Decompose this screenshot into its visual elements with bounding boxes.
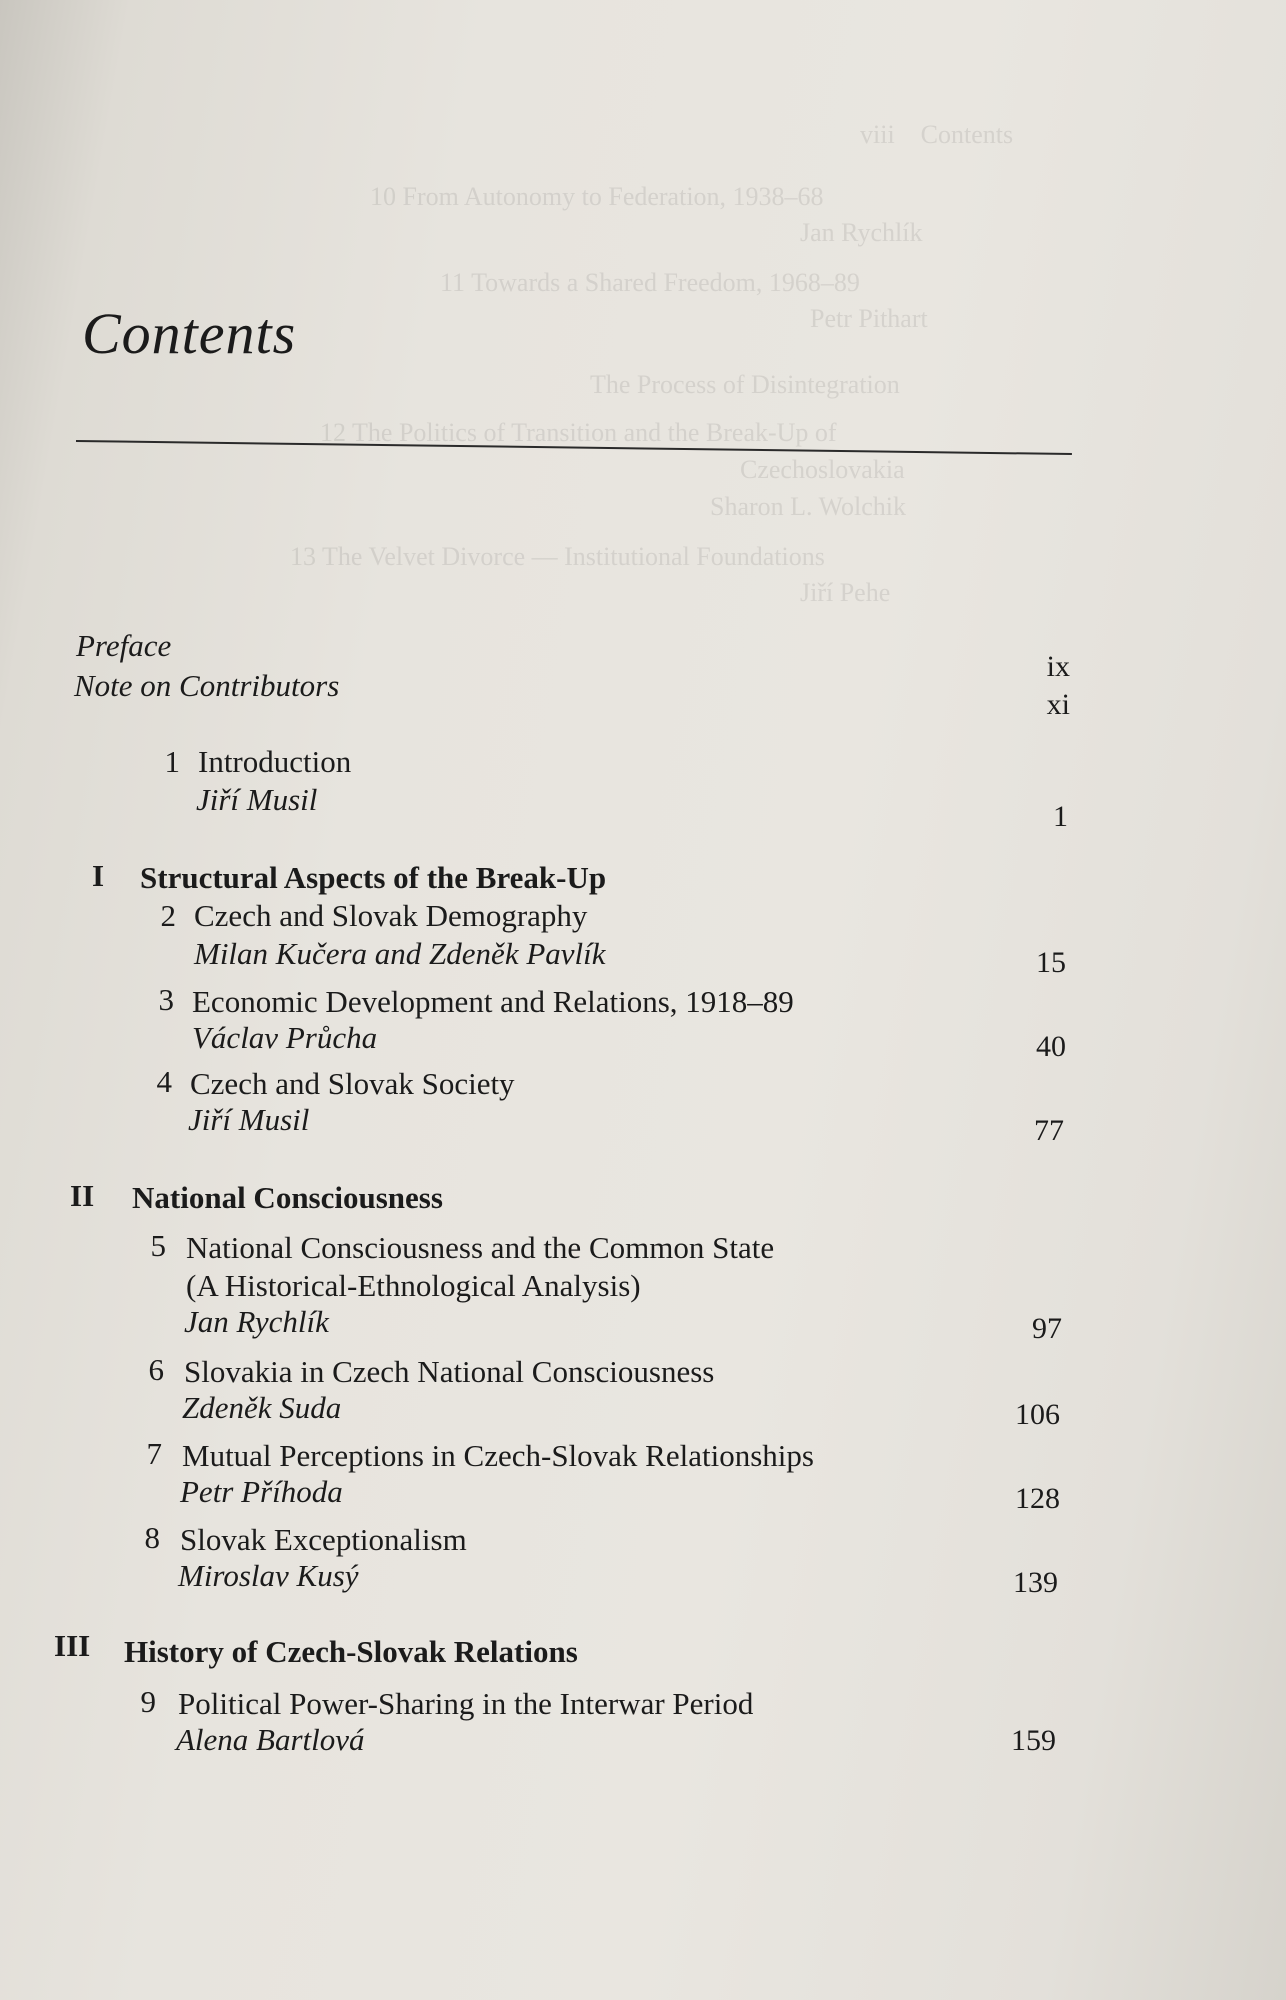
chapter-page: 77 — [1034, 1114, 1064, 1147]
chapter-subtitle: (A Historical-Ethnological Analysis) — [186, 1268, 641, 1303]
chapter-number: 2 — [160, 898, 176, 933]
chapter-author: Petr Příhoda — [180, 1474, 343, 1509]
chapter-title-society[interactable]: Czech and Slovak Society — [190, 1066, 515, 1101]
chapter-number: 8 — [144, 1520, 160, 1555]
chapter-title-slovak-exceptionalism[interactable]: Slovak Exceptionalism — [180, 1522, 467, 1557]
part-numeral: III — [54, 1628, 91, 1663]
part-title-history-relations[interactable]: History of Czech-Slovak Relations — [124, 1634, 578, 1669]
title-rule — [76, 440, 1072, 455]
chapter-number: 9 — [140, 1684, 156, 1719]
chapter-number: 6 — [148, 1352, 164, 1387]
chapter-author: Jiří Musil — [188, 1102, 310, 1137]
chapter-author: Jiří Musil — [196, 782, 318, 817]
part-numeral: II — [70, 1178, 95, 1213]
chapter-page: 1 — [1053, 800, 1068, 833]
part-title-structural-aspects[interactable]: Structural Aspects of the Break-Up — [140, 860, 607, 895]
chapter-page: 40 — [1036, 1030, 1066, 1063]
chapter-title-common-state[interactable]: National Consciousness and the Common State — [186, 1230, 775, 1265]
chapter-author: Miroslav Kusý — [178, 1558, 359, 1593]
front-matter-preface[interactable]: Preface — [76, 628, 172, 663]
chapter-page: 159 — [1011, 1724, 1056, 1757]
chapter-author: Zdeněk Suda — [182, 1390, 342, 1425]
chapter-number: 3 — [158, 982, 174, 1017]
chapter-page: 128 — [1015, 1482, 1060, 1515]
chapter-title-introduction[interactable]: Introduction — [198, 744, 352, 779]
chapter-page: 139 — [1013, 1566, 1058, 1599]
chapter-author: Jan Rychlík — [184, 1304, 329, 1339]
chapter-number: 7 — [146, 1436, 162, 1471]
chapter-page: 97 — [1032, 1312, 1062, 1345]
chapter-author: Alena Bartlová — [176, 1722, 365, 1757]
front-matter-preface-page: ix — [1046, 650, 1070, 683]
chapter-number: 4 — [156, 1064, 172, 1099]
front-matter-contributors[interactable]: Note on Contributors — [74, 668, 340, 703]
chapter-number: 1 — [164, 744, 180, 779]
chapter-author: Václav Průcha — [192, 1020, 378, 1055]
page-title: Contents — [82, 301, 297, 366]
chapter-author: Milan Kučera and Zdeněk Pavlík — [194, 936, 606, 971]
chapter-title-slovakia-czech-consciousness[interactable]: Slovakia in Czech National Consciousness — [184, 1354, 715, 1389]
part-numeral: I — [92, 858, 105, 893]
chapter-page: 15 — [1036, 946, 1066, 979]
chapter-title-mutual-perceptions[interactable]: Mutual Perceptions in Czech-Slovak Relationships — [182, 1438, 814, 1473]
front-matter-contributors-page: xi — [1046, 688, 1070, 721]
part-title-national-consciousness[interactable]: National Consciousness — [132, 1180, 443, 1215]
chapter-title-economic-development[interactable]: Economic Development and Relations, 1918–89 — [192, 984, 794, 1019]
show-through-text: viii Contents 10 From Autonomy to Federation, 1938–68 Jan Rychlík 11 Towards a Shared Freedom, 1968–89 Petr Pithart The Process of Disintegration 12 The Politics of Transition and the Break-Up of Czechoslovakia Sharon L. Wolchik 13 The Velvet Divorce — Institutional Foundations Jiří Pehe — [290, 120, 1014, 607]
chapter-number: 5 — [150, 1228, 166, 1263]
chapter-title-power-sharing[interactable]: Political Power-Sharing in the Interwar Period — [178, 1686, 754, 1721]
chapter-page: 106 — [1015, 1398, 1060, 1431]
chapter-title-demography[interactable]: Czech and Slovak Demography — [194, 898, 588, 933]
